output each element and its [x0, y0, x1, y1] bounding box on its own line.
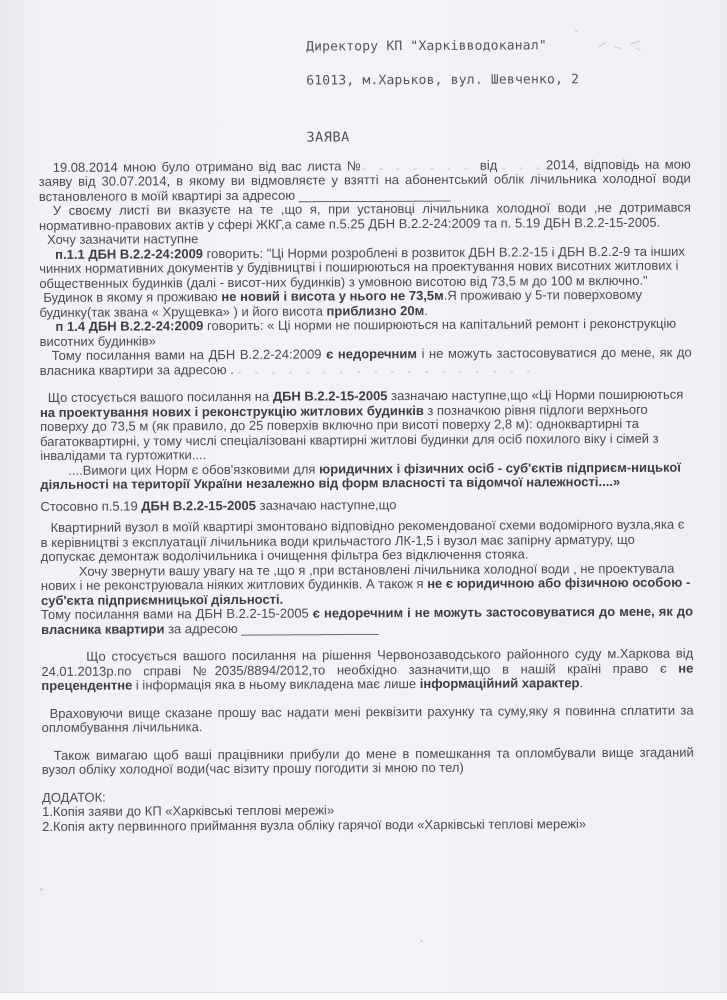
redacted-area	[237, 363, 537, 374]
text-run: за адресою ___________________	[164, 619, 379, 636]
paragraph	[39, 157, 691, 204]
text-run: є недоречним і не можуть застосовуватися до мене, як до власника квартири	[41, 603, 694, 637]
text-run: і не можуть застосовуватися до мене, як до власника квартири за адресою .	[39, 344, 692, 378]
text-run: говорить: "Ці Норми розроблені в розвиток ДБН В.2.2-15 і ДБН В.2.2-9 та інших чинних нормативних документів у будівництві і поширюються на проектування нових висотних житлових і общественных будинків (далі - висот-них будинків) з умовною висотою від 73,5 м до 100 м включно."	[39, 243, 685, 291]
document-content	[38, 33, 694, 834]
text-run: 1.Копія заяви до КП «Харківські теплові мережі»	[42, 802, 335, 819]
scan-speck	[575, 30, 578, 32]
text-run: Хочу звернути вашу увагу на те ,що я ,при встановлені лічильника холодної води , не проектувала нових і не реконструювала ніяких житлових будинків. А також я	[40, 560, 675, 593]
text-run: приблизно 20м	[326, 302, 425, 318]
text-run: є недоречним	[326, 346, 418, 362]
paragraph	[41, 518, 693, 565]
text-run: Квартирний вузол в моїй квартирі змонтовано відповідно рекомендованої схеми водомірного вузла,яка є в керівництві з експлуатації лічильника води крильчастого ЛК-1,5 і вузол має запірну арматуру, що допускає демонтаж водолічильника і очищення фільтра без відключення стояка.	[40, 516, 685, 564]
text-run: .	[579, 675, 584, 691]
scan-speck	[420, 940, 423, 942]
redacted-area	[363, 160, 475, 170]
recipient-name: Директору КП "Харківводоканал"	[306, 38, 547, 55]
scan-bottom-edge	[0, 992, 727, 1000]
text-run: і інформація яка в ньому викладена має лише	[132, 676, 420, 693]
document-paragraphs	[39, 157, 695, 834]
paragraph	[40, 496, 692, 514]
paragraph	[42, 703, 694, 735]
paragraph	[41, 561, 693, 608]
paragraph	[39, 244, 691, 291]
text-run: _____________________	[298, 186, 451, 203]
text-run: ДБН В.2.2-15-2005	[272, 388, 388, 404]
text-run: .Я проживаю у 5-ти поверховому будинку(так звана « Хрущевка» ) и його висота	[39, 286, 643, 320]
text-run: Також вимагаю щоб ваші працівники прибули до мене в помешкання та опломбували вище згаданий вузол обліку холодної води(час візиту прошу погодити зі мною по тел)	[41, 744, 694, 777]
text-run: Враховуючи вище сказане прошу вас надати мені реквізити рахунку та суму,яку я повинна сплатити за опломбування лічильника.	[41, 702, 694, 735]
text-run: .	[424, 302, 428, 318]
recipient-address: 61013, м.Харьков, вул. Шевченко, 2	[306, 72, 580, 89]
text-run: не прецендентне	[41, 660, 694, 693]
text-run: зазначаю наступне,що «Ці Норми поширюються	[387, 386, 684, 404]
paragraph	[39, 201, 691, 233]
text-run: Стосовно п.5.19	[40, 497, 142, 514]
text-run: Будинок в якому я проживаю	[43, 289, 222, 305]
text-run: не новий і висота у нього не 73,5м	[221, 287, 444, 305]
paragraph	[40, 388, 692, 464]
text-run: Тому посилання вами на ДБН В.2.2-24:2009	[51, 346, 327, 363]
text-run: ДБН В.2.2-15-2005	[141, 497, 257, 513]
text-run: на проектування нових і реконструкцію житлових будинків	[39, 402, 424, 420]
redacted-area	[503, 160, 541, 169]
paragraph	[42, 816, 694, 834]
text-run: 19.08.2014 мною було отримано від вас листа №	[52, 157, 363, 175]
text-run: Що стосується вашого посилання на	[47, 388, 273, 405]
text-run: п 1.4 ДБН В.2.2-24:2009	[55, 318, 204, 334]
document-title: ЗАЯВА	[306, 129, 350, 146]
paragraph	[41, 647, 693, 694]
text-run: 2014, відповідь на мою заяву від 30.07.2014, в якому ви відмовляєте у взятті на абонентський облік лічильника холодної води встановленого в моїй квартирі за адресою	[38, 156, 691, 204]
text-run: говорить: « Ці норми не поширюються на капітальний ремонт і реконструкцію висотних будинків»	[39, 315, 677, 349]
text-run: зазначаю наступне,що	[255, 496, 397, 513]
text-run: п.1.1 ДБН В.2.2-24:2009	[55, 245, 204, 262]
recipient-block	[306, 39, 690, 89]
text-run: інформаційний характер	[419, 675, 580, 692]
text-run: У своєму листі ви вказуєте на те ,що я, при установці лічильника холодної води ,не дотримався нормативно-правових актів у сфері ЖКГ,а саме п.5.25 ДБН В.2.2-24:2009 та п. 5.19 ДБН В.2.2-15-2005.	[38, 199, 691, 233]
text-run: Що стосується вашого посилання на рішення Червонозаводського районного суду м.Харкова від 24.01.2013р.по справі №2035/8894/2012,то необхідно зазначити,що в нашій країні право є	[41, 645, 694, 679]
text-run: ....Вимоги цих Норм є обов'язковими для	[68, 461, 320, 478]
text-run: не є юридичною або фізичною особою - суб'єкта підприємницької діяльності.	[40, 574, 691, 608]
paragraph	[42, 745, 694, 777]
text-run: від	[474, 157, 503, 173]
paragraph	[41, 605, 693, 637]
text-run: Хочу зазначити наступне	[47, 231, 199, 247]
text-run: ДОДАТОК:	[41, 789, 106, 805]
text-run: Тому посилання вами на ДБН В.2.2-15-2005	[40, 605, 313, 622]
text-run: юридичних і фізичних осіб - суб'єктів підприєм-ницької діяльності на території України незалежно від форм власності та відомчої належності....»	[40, 459, 681, 492]
text-run: з позначкою рівня підлоги верхнього поверху до 73,5 м (як правило, до 25 поверхів включно при висоті поверху 2,8 м): одноквартирні та багатоквартирні, у тому числі спеціалізовані квартирні житлові будинки для осіб похилого віку і сімей з інвалідами та гуртожитки....	[40, 401, 659, 463]
paragraph	[40, 460, 692, 492]
text-run: 2.Копія акту первинного приймання вузла обліку гарячої води «Харківські теплові мережі»	[42, 815, 587, 834]
paragraph	[40, 346, 692, 378]
scan-speck	[40, 888, 43, 891]
